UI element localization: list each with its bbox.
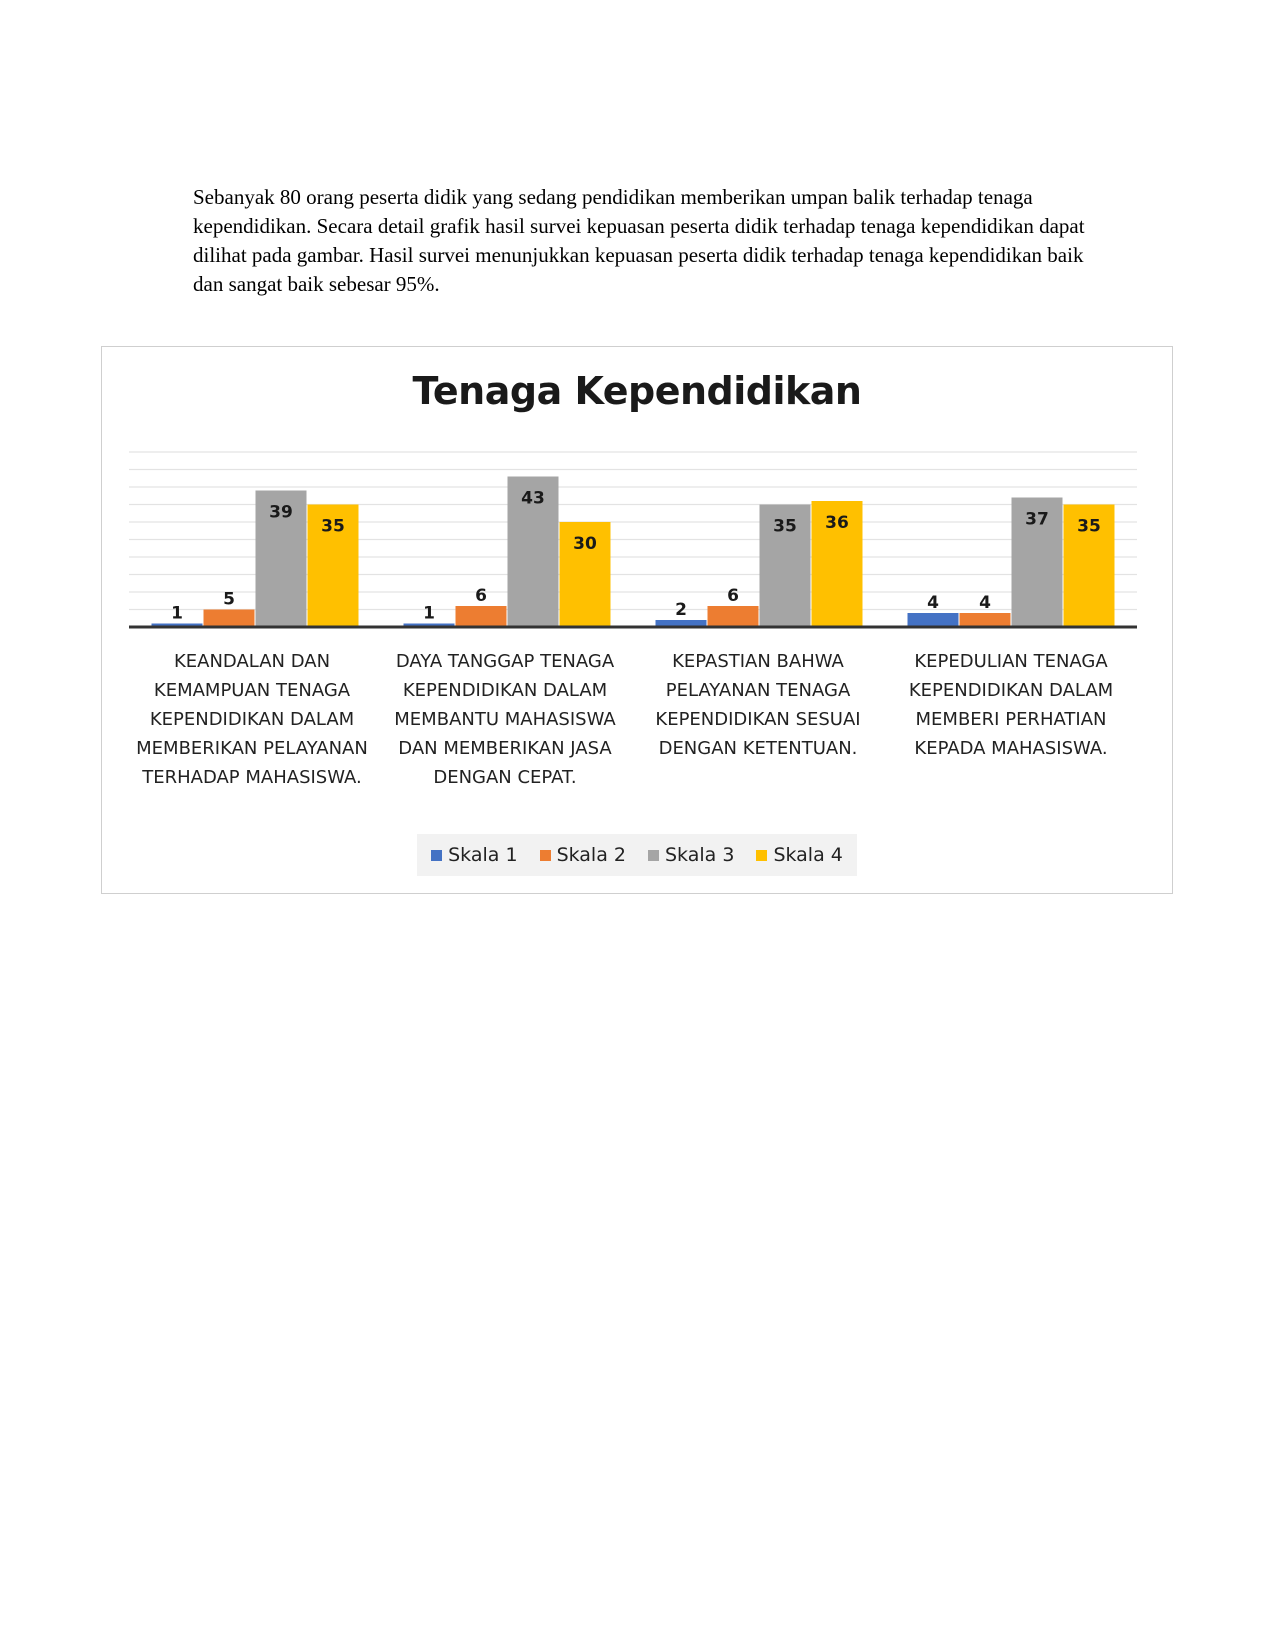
legend-label: Skala 3	[665, 844, 735, 866]
data-label: 37	[1025, 509, 1049, 530]
data-label: 30	[573, 534, 597, 554]
chart-legend	[417, 834, 857, 876]
legend-label: Skala 4	[773, 844, 843, 866]
category-label-1: KEANDALAN DAN KEMAMPUAN TENAGA KEPENDIDIKAN DALAM MEMBERIKAN PELAYANAN TERHADAP MAHASISWA.	[136, 651, 368, 788]
data-label: 4	[927, 593, 939, 613]
legend-label: Skala 2	[556, 844, 626, 866]
data-label: 36	[825, 513, 849, 533]
category-label-4: KEPEDULIAN TENAGA KEPENDIDIKAN DALAM MEMBERI PERHATIAN KEPADA MAHASISWA.	[908, 651, 1114, 759]
legend-swatch	[540, 850, 551, 861]
chart-title: Tenaga Kependidikan	[412, 369, 862, 413]
data-label: 35	[1077, 516, 1101, 537]
bar-skala-2-cat-4	[960, 613, 1011, 627]
data-label: 2	[675, 600, 687, 620]
data-label: 6	[475, 586, 487, 606]
chart-plot	[102, 347, 1174, 647]
legend-swatch	[431, 850, 442, 861]
data-label: 5	[223, 589, 235, 610]
data-label: 35	[321, 516, 345, 537]
legend-item-skala-3	[648, 844, 734, 866]
legend-label: Skala 1	[448, 844, 518, 866]
data-label: 35	[773, 516, 797, 537]
data-label: 6	[727, 586, 739, 606]
bar-skala-2-cat-2	[456, 606, 507, 627]
data-label: 1	[171, 603, 183, 624]
chart-container	[101, 346, 1173, 894]
data-label: 43	[521, 488, 545, 509]
data-label: 39	[269, 502, 293, 523]
legend-item-skala-2	[540, 844, 626, 866]
legend-swatch	[648, 850, 659, 861]
category-label-2: DAYA TANGGAP TENAGA KEPENDIDIKAN DALAM MEMBANTU MAHASISWA DAN MEMBERIKAN JASA DENGAN CEPAT.	[394, 651, 616, 788]
bar-skala-1-cat-4	[908, 613, 959, 627]
bar-skala-2-cat-1	[204, 610, 255, 628]
data-label: 4	[979, 593, 991, 613]
legend-swatch	[756, 850, 767, 861]
legend-item-skala-4	[756, 844, 842, 866]
bar-skala-2-cat-3	[708, 606, 759, 627]
data-label: 1	[423, 603, 435, 624]
intro-paragraph: Sebanyak 80 orang peserta didik yang sedang pendidikan memberikan umpan balik terhadap tenaga kependidikan. Secara detail grafik hasil survei kepuasan peserta didik terhadap tenaga kependidikan dapat dilihat pada gambar. Hasil survei menunjukkan kepuasan peserta didik terhadap tenaga kependidikan baik dan sangat baik sebesar 95%.	[193, 185, 1085, 296]
legend-item-skala-1	[431, 844, 517, 866]
category-label-3: KEPASTIAN BAHWA PELAYANAN TENAGA KEPENDIDIKAN SESUAI DENGAN KETENTUAN.	[655, 651, 861, 759]
